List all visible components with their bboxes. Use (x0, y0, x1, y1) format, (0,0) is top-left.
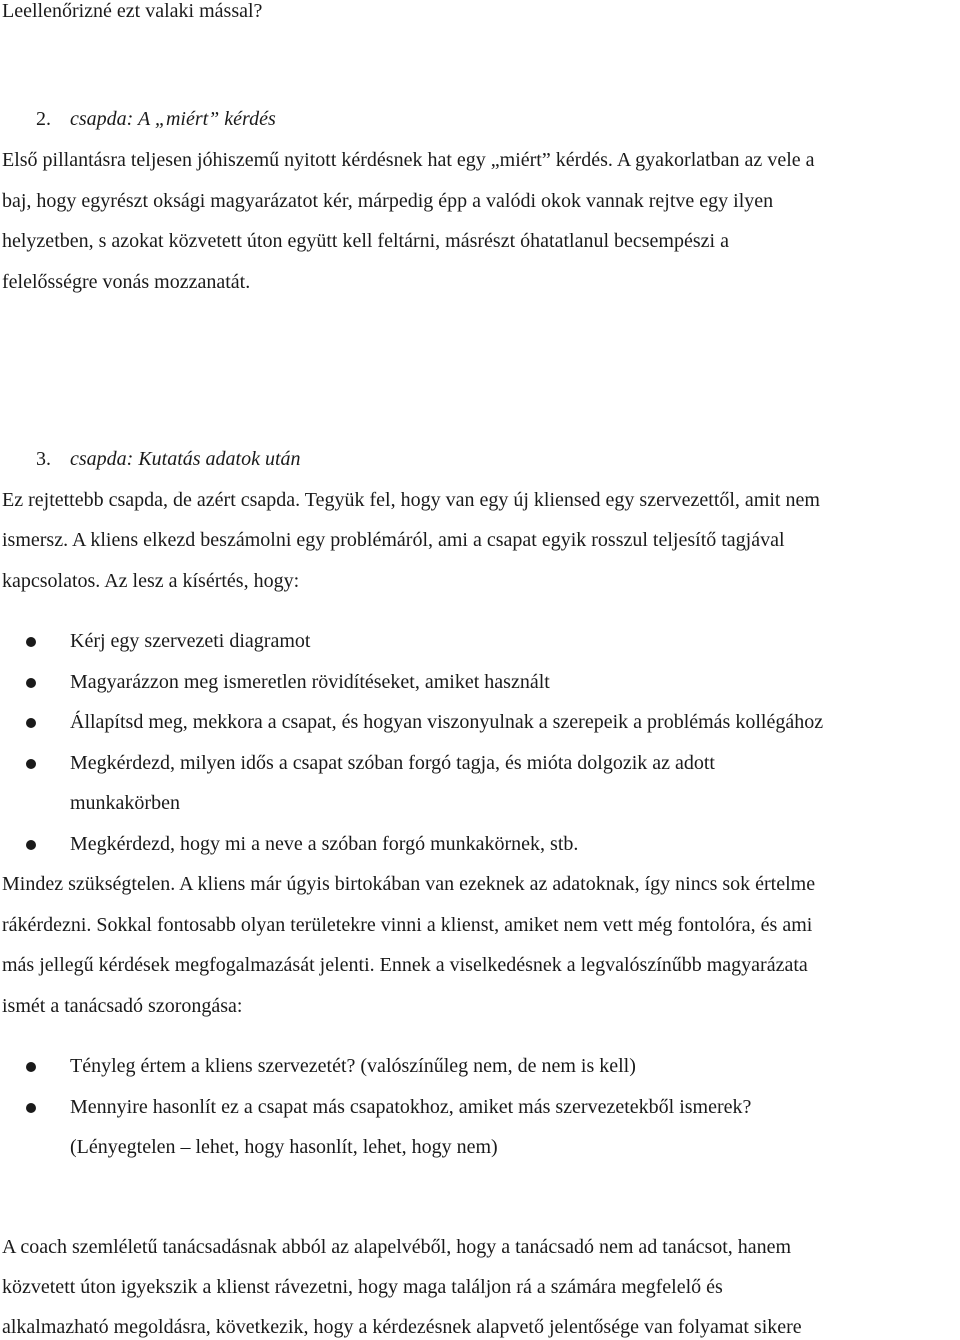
paragraph-line: Ez rejtettebb csapda, de azért csapda. Tegyük fel, hogy van egy új kliensed egy szervezettől, amit nem (2, 489, 820, 511)
paragraph-line: Mindez szükségtelen. A kliens már úgyis birtokában van ezeknek az adatoknak, így nincs sok értelme (2, 873, 816, 895)
bullet-icon (26, 1103, 36, 1113)
paragraph-line: felelősségre vonás mozzanatát. (2, 271, 251, 293)
paragraph-line: helyzetben, s azokat közvetett úton együtt kell feltárni, másrészt óhatatlanul becsempészi a (2, 230, 729, 252)
section-3-title: csapda: Kutatás adatok után (70, 448, 301, 470)
paragraph-line: alkalmazható megoldásra, következik, hogy a kérdezésnek alapvető jelentősége van folyamat sikere (2, 1316, 802, 1338)
paragraph-line: közvetett úton igyekszik a klienst rávezetni, hogy maga találjon rá a számára megfelelő és (2, 1276, 723, 1298)
list-item-text: Megkérdezd, hogy mi a neve a szóban forgó munkakörnek, stb. (70, 833, 579, 855)
list-item-text: Kérj egy szervezeti diagramot (70, 630, 311, 652)
section-2-heading (36, 106, 276, 132)
bullet-icon (26, 1062, 36, 1072)
bullet-icon (26, 678, 36, 688)
paragraph-line: ismersz. A kliens elkezd beszámolni egy problémáról, ami a csapat egyik rosszul teljesítő tagjával (2, 529, 785, 551)
section-2-number: 2. (36, 108, 51, 130)
list-item-continuation: (Lényegtelen – lehet, hogy hasonlít, lehet, hogy nem) (70, 1136, 498, 1158)
paragraph-line: A coach szemléletű tanácsadásnak abból az alapelvéből, hogy a tanácsadó nem ad tanácsot, hanem (2, 1236, 792, 1258)
list-item-text: Tényleg értem a kliens szervezetét? (valószínűleg nem, de nem is kell) (70, 1055, 636, 1077)
paragraph-line: baj, hogy egyrészt oksági magyarázatot kér, márpedig épp a valódi okok vannak rejtve egy ilyen (2, 190, 774, 212)
bullet-icon (26, 637, 36, 647)
top-line: Leellenőrizné ezt valaki mással? (2, 0, 263, 22)
list-item-text: Mennyire hasonlít ez a csapat más csapatokhoz, amiket más szervezetekből ismerek? (70, 1096, 752, 1118)
bullet-icon (26, 759, 36, 769)
paragraph-line: más jellegű kérdések megfogalmazását jelenti. Ennek a viselkedésnek a legvalószínűbb magyarázata (2, 954, 808, 976)
section-3-heading (36, 446, 301, 472)
section-2-title: csapda: A „miért” kérdés (70, 108, 276, 130)
paragraph-line: rákérdezni. Sokkal fontosabb olyan területekre vinni a klienst, amiket nem vett még fontolóra, és ami (2, 914, 813, 936)
bullet-icon (26, 718, 36, 728)
section-3-number: 3. (36, 448, 51, 470)
list-item-continuation: munkakörben (70, 792, 180, 814)
list-item-text: Állapítsd meg, mekkora a csapat, és hogyan viszonyulnak a szerepeik a problémás kollégához (70, 711, 824, 733)
list-item-text: Magyarázzon meg ismeretlen rövidítéseket, amiket használt (70, 671, 550, 693)
paragraph-line: kapcsolatos. Az lesz a kísértés, hogy: (2, 570, 300, 592)
paragraph-line: ismét a tanácsadó szorongása: (2, 995, 243, 1017)
list-item-text: Megkérdezd, milyen idős a csapat szóban forgó tagja, és mióta dolgozik az adott (70, 752, 715, 774)
bullet-icon (26, 840, 36, 850)
paragraph-line: Első pillantásra teljesen jóhiszemű nyitott kérdésnek hat egy „miért” kérdés. A gyakorlatban az vele a (2, 149, 815, 171)
